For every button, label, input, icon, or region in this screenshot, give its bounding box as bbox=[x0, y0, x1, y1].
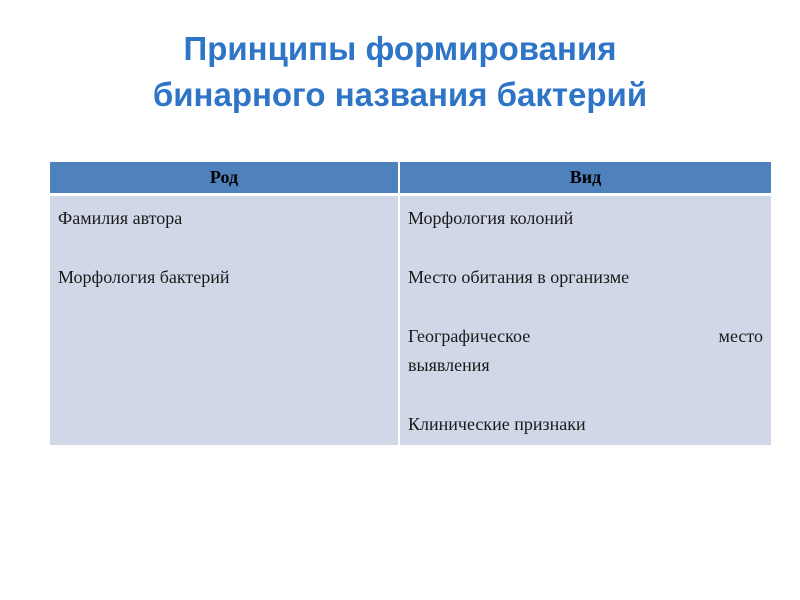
table-header-row bbox=[50, 162, 771, 195]
species-geo-word: место bbox=[718, 326, 763, 346]
genus-item: Фамилия автора bbox=[58, 208, 183, 228]
genus-cell bbox=[50, 195, 399, 446]
spacer bbox=[408, 233, 763, 263]
spacer bbox=[58, 233, 390, 263]
species-item-geo-line bbox=[408, 322, 763, 351]
species-geo-word: Географическое bbox=[408, 326, 531, 346]
title-line-2: бинарного названия бактерий bbox=[152, 76, 648, 113]
spacer bbox=[408, 380, 763, 410]
species-item: Морфология колоний bbox=[408, 208, 574, 228]
species-item: Клинические признаки bbox=[408, 414, 586, 434]
header-species: Вид bbox=[399, 162, 771, 195]
header-genus: Род bbox=[50, 162, 399, 195]
species-item: Место обитания в организме bbox=[408, 267, 630, 287]
naming-principles-table bbox=[50, 162, 771, 445]
slide-title bbox=[0, 26, 800, 118]
title-line-1: Принципы формирования bbox=[183, 30, 617, 67]
species-geo-word: выявления bbox=[408, 355, 490, 375]
species-cell bbox=[399, 195, 771, 446]
table-row bbox=[50, 195, 771, 446]
genus-item: Морфология бактерий bbox=[58, 267, 230, 287]
spacer bbox=[408, 292, 763, 322]
